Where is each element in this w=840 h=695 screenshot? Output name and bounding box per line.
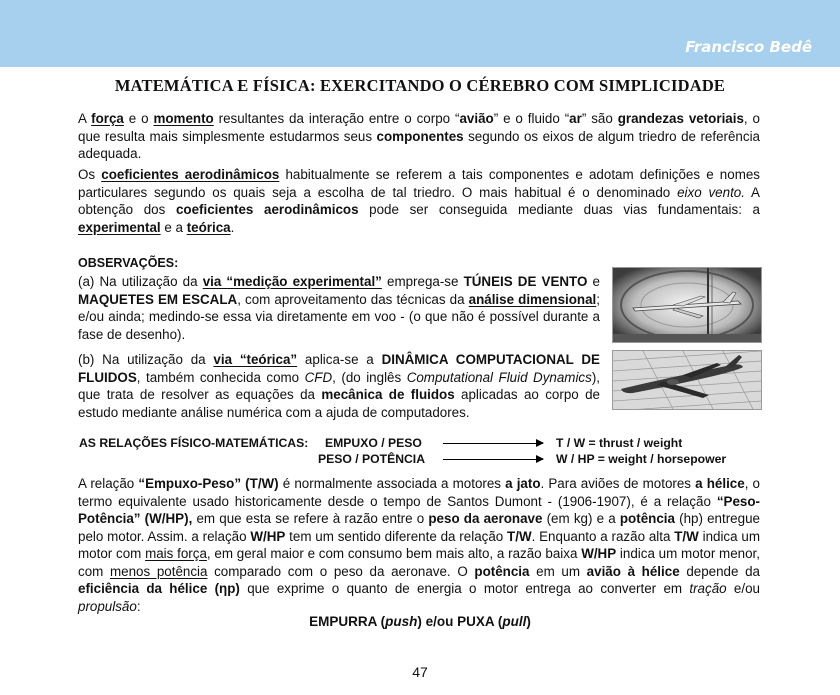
relation-weight-power-formula: W / HP = weight / horsepower (556, 452, 727, 466)
push-pull-line: EMPURRA (push) e/ou PUXA (pull) (309, 614, 531, 629)
cfd-airplane-render (612, 350, 762, 410)
relation-thrust-weight-name: EMPUXO / PESO (325, 436, 422, 450)
wind-tunnel-photo (612, 267, 762, 343)
arrow-right-icon (443, 459, 543, 460)
header-bar (0, 0, 840, 67)
observations-heading: OBSERVAÇÕES: (78, 256, 179, 270)
paragraph-thrust-weight: A relação “Empuxo-Peso” (T/W) é normalmente associada a motores a jato. Para aviões de motores a hélice, o termo equivalente usado historicamente desde o tempo de Santos Dumont - (1906-1907), é a relação “Peso-Potência” (W/HP), em que esta se refere à razão entre o peso da aeronave (em kg) e a potência (hp) entregue pelo motor. Assim. a relação W/HP tem um sentido diferente da relação T/W. Enquanto a razão alta T/W indica um motor com mais força, em geral maior e com consumo bem mais alto, a razão baixa W/HP indica um motor menor, com menos potência comparado com o peso da aeronave. O potência em um avião à hélice depende da eficiência da hélice (ηp) que exprime o quanto de energia o motor entrega ao converter em tração e/ou propulsão: (78, 476, 761, 614)
page-number: 47 (412, 664, 428, 680)
observation-a: (a) Na utilização da via “medição experimental” emprega-se TÚNEIS DE VENTO e MAQUETES EM ESCALA, com aproveitamento das técnicas da análise dimensional; e/ou ainda; medindo-se essa via diretamente em voo - (o que não é possível durante a fase de desenho). (78, 274, 600, 342)
relation-thrust-weight-formula: T / W = thrust / weight (556, 436, 683, 450)
observation-b: (b) Na utilização da via “teórica” aplica-se a DINÂMICA COMPUTACIONAL DE FLUIDOS, também conhecida como CFD, (do inglês Computational Fluid Dynamics), que trata de resolver as equações da mecânica de fluidos aplicadas ao corpo de estudo mediante análise numérica com a ajuda de computadores. (78, 352, 600, 420)
paragraph-forces: A força e o momento resultantes da interação entre o corpo “avião” e o fluido “ar” são grandezas vetoriais, o que resulta mais simplesmente estudarmos seus componentes segundo os eixos de algum triedro de referência adequada. (78, 111, 760, 161)
author-name: Francisco Bedê (685, 38, 812, 56)
paragraph-coefficients: Os coeficientes aerodinâmicos habitualmente se referem a tais componentes e adotam definições e nomes particulares segundo os quais seja a escolha de tal triedro. O mais habitual é o denominado eixo vento. A obtenção dos coeficientes aerodinâmicos pode ser conseguida mediante duas vias fundamentais: a experimental e a teórica. (78, 167, 760, 235)
page-title: MATEMÁTICA E FÍSICA: EXERCITANDO O CÉREBRO COM SIMPLICIDADE (114, 76, 726, 95)
relation-weight-power-name: PESO / POTÊNCIA (318, 452, 425, 466)
relations-label: AS RELAÇÕES FÍSICO-MATEMÁTICAS: (79, 436, 309, 450)
arrow-right-icon (443, 443, 543, 444)
